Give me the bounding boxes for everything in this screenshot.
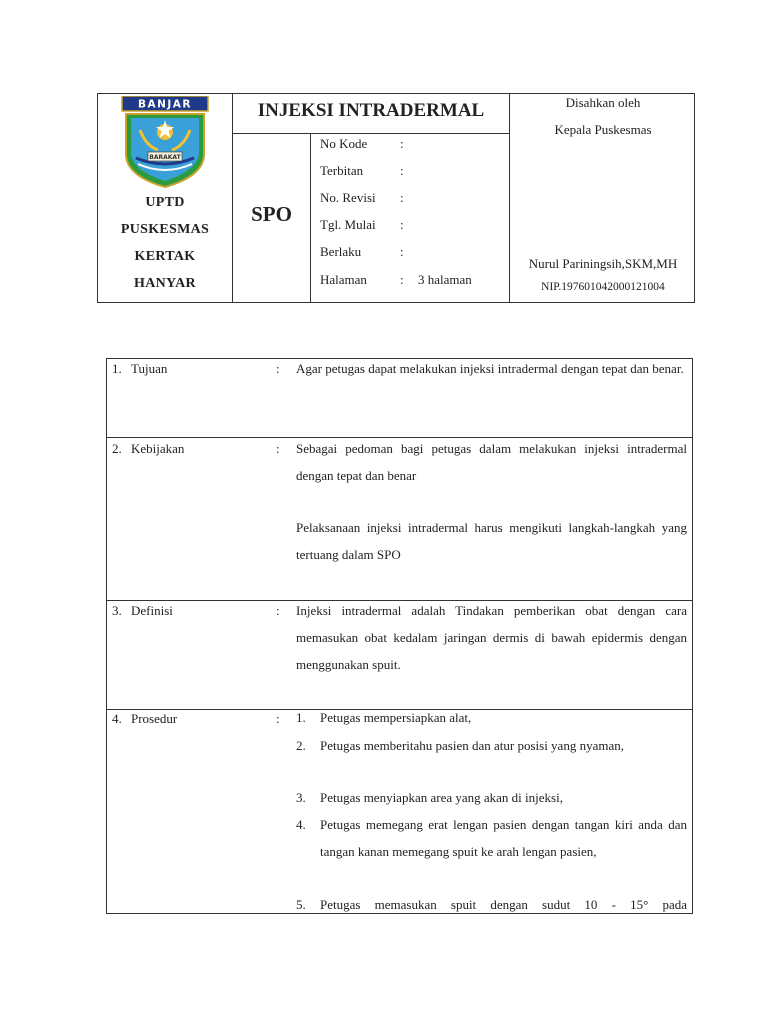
- document-header: [97, 93, 695, 303]
- meta-value: 3 halaman: [418, 272, 472, 287]
- section-title: Tujuan: [131, 361, 168, 376]
- org-line: PUSKESMAS: [120, 222, 210, 237]
- org-line: UPTD: [145, 195, 185, 210]
- divider: [232, 94, 233, 302]
- procedure-step: [296, 785, 687, 812]
- divider: [232, 133, 509, 134]
- section-number: 1.: [112, 361, 122, 376]
- approval-line: Kepala Puskesmas: [554, 122, 652, 137]
- procedure-step: [296, 892, 687, 919]
- kebijakan-text-2: Pelaksanaan injeksi intradermal harus mengikuti langkah-langkah yang tertuang dalam SPO: [296, 520, 687, 562]
- meta-colon: :: [400, 136, 404, 151]
- meta-label: Halaman: [320, 272, 367, 287]
- section-number: 2.: [112, 441, 122, 456]
- meta-label: No Kode: [320, 136, 368, 151]
- definisi-text: Injeksi intradermal adalah Tindakan pemberikan obat dengan cara memasukan obat kedalam jaringan dermis di bawah epidermis dengan menggunakan spuit.: [296, 603, 687, 672]
- step-text: Petugas memegang erat lengan pasien dengan tangan kiri anda dan tangan kanan memegang spuit ke arah lengan pasien,: [320, 817, 687, 859]
- section-colon: :: [276, 711, 280, 726]
- logo-title: BANJAR: [137, 98, 193, 111]
- meta-label: No. Revisi: [320, 190, 376, 205]
- section-colon: :: [276, 603, 280, 618]
- step-number: 4.: [296, 817, 306, 832]
- section-title: Definisi: [131, 603, 173, 618]
- approver-name: Nurul Pariningsih,SKM,MH: [528, 256, 678, 271]
- tujuan-text: Agar petugas dapat melakukan injeksi intradermal dengan tepat dan benar.: [296, 361, 684, 376]
- procedure-step: [296, 733, 687, 760]
- section-number: 3.: [112, 603, 122, 618]
- meta-label: Tgl. Mulai: [320, 217, 376, 232]
- step-text: Petugas memasukan spuit dengan sudut 10 - 15° pada: [320, 897, 687, 912]
- section-label-tujuan: [112, 361, 167, 377]
- step-number: 1.: [296, 710, 306, 725]
- meta-colon: :: [400, 272, 404, 287]
- step-text: Petugas memberitahu pasien dan atur posisi yang nyaman,: [320, 738, 624, 753]
- procedure-step: [296, 812, 687, 865]
- org-line: KERTAK: [134, 249, 196, 264]
- procedure-step: [296, 705, 687, 732]
- document-title: INJEKSI INTRADERMAL: [257, 100, 485, 121]
- step-number: 3.: [296, 790, 306, 805]
- section-label-definisi: [112, 603, 173, 619]
- section-colon: :: [276, 361, 280, 376]
- meta-colon: :: [400, 244, 404, 259]
- section-title: Kebijakan: [131, 441, 185, 456]
- approver-nip: NIP.197601042000121004: [541, 281, 665, 293]
- meta-colon: :: [400, 190, 404, 205]
- meta-label: Terbitan: [320, 163, 364, 178]
- section-label-kebijakan: [112, 441, 184, 457]
- step-number: 2.: [296, 738, 306, 753]
- section-number: 4.: [112, 711, 122, 726]
- spo-label: SPO: [251, 202, 292, 226]
- meta-colon: :: [400, 163, 404, 178]
- divider: [310, 133, 311, 302]
- section-label-prosedur: [112, 711, 177, 727]
- org-line: HANYAR: [134, 276, 196, 291]
- procedure-table: [106, 358, 693, 914]
- step-number: 5.: [296, 897, 306, 912]
- meta-colon: :: [400, 217, 404, 232]
- section-title: Prosedur: [131, 711, 178, 726]
- meta-label: Berlaku: [320, 244, 362, 259]
- approval-line: Disahkan oleh: [565, 95, 641, 110]
- section-colon: :: [276, 441, 280, 456]
- step-text: Petugas mempersiapkan alat,: [320, 710, 472, 725]
- logo-ribbon-text: BARAKAT: [149, 154, 181, 161]
- step-text: Petugas menyiapkan area yang akan di injeksi,: [320, 790, 563, 805]
- kebijakan-text-1: Sebagai pedoman bagi petugas dalam melakukan injeksi intradermal dengan tepat dan benar: [296, 441, 687, 483]
- banjar-logo-icon: [120, 96, 210, 188]
